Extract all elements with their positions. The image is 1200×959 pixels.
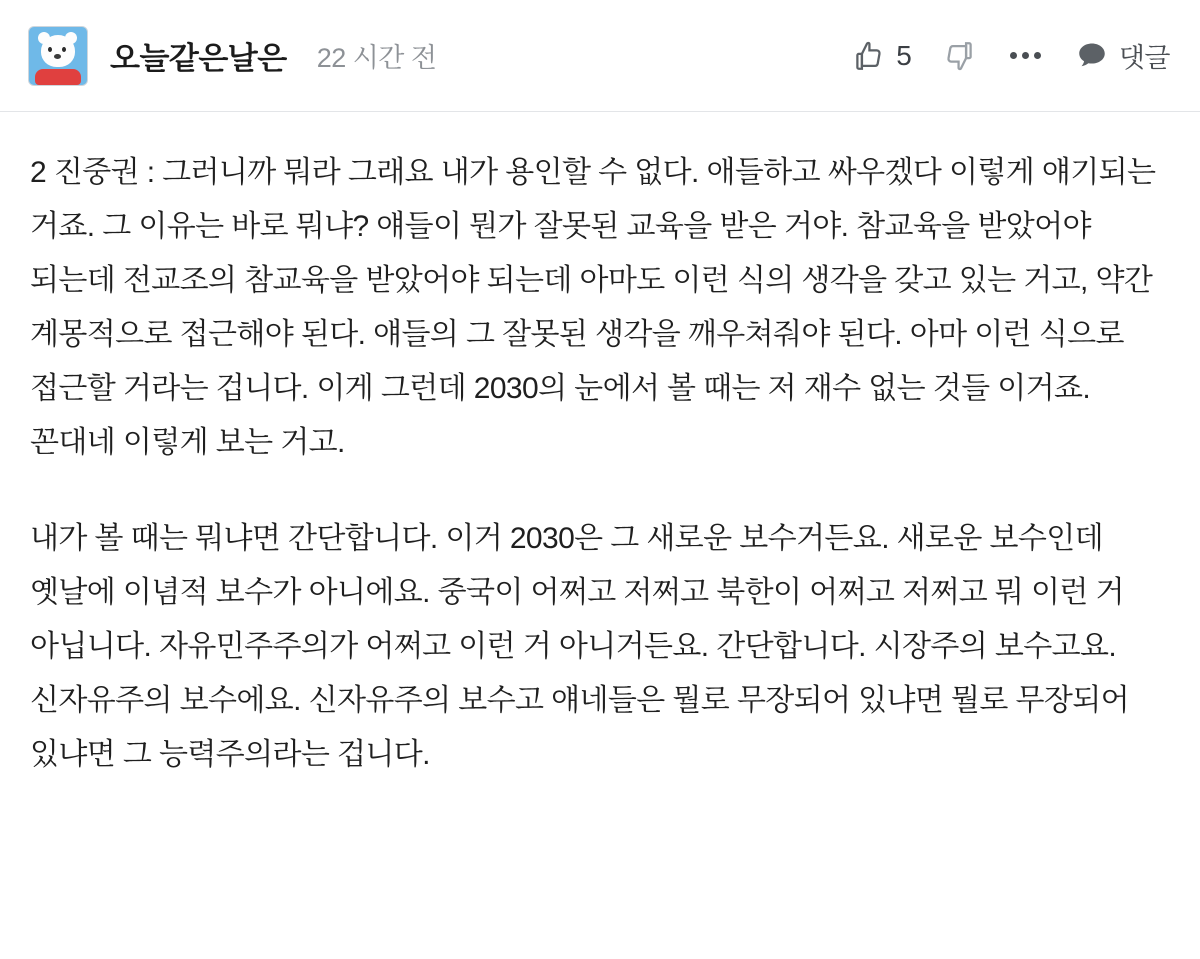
polar-bear-scarf-icon: [35, 69, 81, 85]
avatar[interactable]: [28, 26, 88, 86]
author-name[interactable]: 오늘같은날은: [110, 41, 287, 76]
like-button[interactable]: [852, 39, 912, 73]
comment-actions: [852, 36, 1170, 75]
reply-button[interactable]: [1075, 36, 1170, 75]
like-count: 5: [896, 39, 912, 71]
more-options-button[interactable]: [1006, 52, 1045, 59]
polar-bear-head-icon: [41, 35, 75, 67]
comment-header: [0, 0, 1200, 112]
more-horizontal-icon: [1006, 52, 1045, 59]
thumbs-down-icon: [942, 39, 976, 73]
thumbs-up-icon: [852, 39, 886, 73]
comment-paragraph: 2 진중권 : 그러니까 뭐라 그래요 내가 용인할 수 없다. 애들하고 싸우겠다 이렇게 얘기되는 거죠. 그 이유는 바로 뭐냐? 얘들이 뭔가 잘못된 교육을 받은 거야. 참교육을 받았어야 되는데 전교조의 참교육을 받았어야 되는데 아마도 이런 식의 생각을 갖고 있는 거고, 약간 계몽적으로 접근해야 된다. 얘들의 그 잘못된 생각을 깨우쳐줘야 된다. 아마 이런 식으로 접근할 거라는 겁니다. 이게 그런데 2030의 눈에서 볼 때는 저 재수 없는 것들 이거죠. 꼰대네 이렇게 보는 거고.: [30, 156, 1156, 459]
comment-body: [0, 112, 1200, 959]
comment-paragraph: 내가 볼 때는 뭐냐면 간단합니다. 이거 2030은 그 새로운 보수거든요. 새로운 보수인데 옛날에 이념적 보수가 아니에요. 중국이 어쩌고 저쩌고 북한이 어쩌고 저쩌고 뭐 이런 거 아닙니다. 자유민주주의가 어쩌고 이런 거 아니거든요. 간단합니다. 시장주의 보수고요. 신자유주의 보수에요. 신자유주의 보수고 얘네들은 뭘로 무장되어 있냐면 뭘로 무장되어 있냐면 그 능력주의라는 겁니다.: [30, 522, 1130, 771]
polar-bear-eye-right-icon: [62, 47, 66, 52]
comment-bubble-icon: [1075, 39, 1109, 73]
comment-timestamp: 22 시간 전: [316, 43, 437, 73]
polar-bear-eye-left-icon: [48, 47, 52, 52]
polar-bear-nose-icon: [54, 54, 61, 59]
reply-label: 댓글: [1118, 43, 1170, 73]
dislike-button[interactable]: [942, 39, 976, 73]
